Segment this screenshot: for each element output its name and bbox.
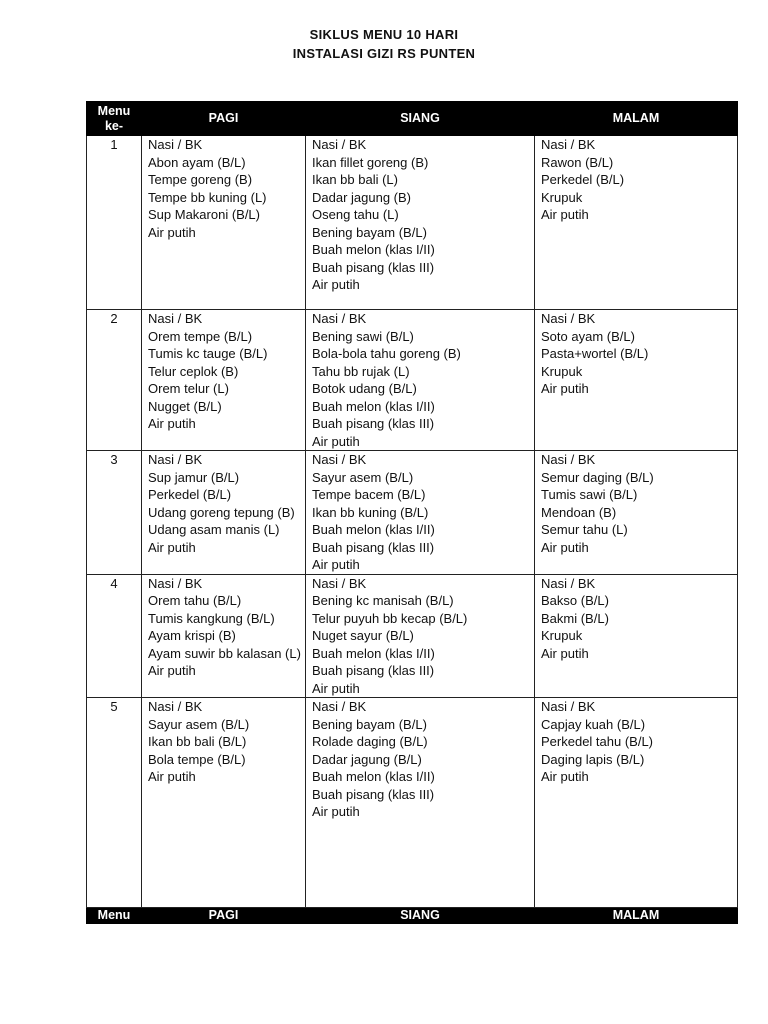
- menu-item: Udang asam manis (L): [148, 522, 280, 537]
- menu-item: Buah melon (klas I/II): [312, 769, 435, 784]
- menu-item-list: [541, 310, 733, 398]
- menu-item: Orem tempe (B/L): [148, 328, 253, 344]
- menu-item: Air putih: [541, 207, 589, 222]
- menu-item-list: [541, 136, 733, 224]
- menu-item: Tempe bb kuning (L): [148, 189, 267, 205]
- menu-item: Perkedel (B/L): [148, 487, 232, 502]
- menu-item: Sayur asem (B/L): [312, 469, 414, 485]
- menu-number: 2: [87, 310, 142, 451]
- menu-item: Air putih: [148, 539, 196, 555]
- malam-cell: [535, 310, 738, 451]
- menu-item: Tumis kc tauge (B/L): [148, 346, 268, 361]
- menu-item: Ayam krispi (B): [148, 628, 236, 643]
- document-subtitle: INSTALASI GIZI RS PUNTEN: [292, 46, 476, 61]
- menu-item: Nasi / BK: [541, 311, 596, 326]
- menu-item: Buah pisang (klas III): [312, 539, 435, 555]
- menu-item: Buah pisang (klas III): [312, 259, 435, 275]
- menu-item: Sayur asem (B/L): [148, 716, 250, 732]
- menu-item: Soto ayam (B/L): [541, 328, 635, 344]
- menu-number: 1: [87, 136, 142, 310]
- menu-item: Air putih: [312, 433, 360, 449]
- menu-item: Air putih: [312, 680, 360, 696]
- menu-item: Rolade daging (B/L): [312, 734, 428, 749]
- menu-item: Krupuk: [541, 363, 583, 379]
- pagi-cell: [142, 136, 306, 310]
- header-siang: SIANG: [306, 102, 535, 136]
- menu-item: Air putih: [312, 557, 360, 572]
- menu-item: Buah melon (klas I/II): [312, 242, 435, 257]
- menu-item: Nasi / BK: [541, 575, 596, 591]
- menu-item: Bening bayam (B/L): [312, 224, 427, 240]
- menu-item-list: [312, 136, 530, 294]
- menu-item-list: [312, 310, 530, 450]
- menu-item: Pasta+wortel (B/L): [541, 346, 649, 361]
- menu-item: Semur daging (B/L): [541, 469, 654, 485]
- menu-item-list: [312, 451, 530, 574]
- menu-item: Air putih: [541, 539, 589, 555]
- menu-item: Nasi / BK: [148, 699, 203, 714]
- menu-item: Sup jamur (B/L): [148, 469, 240, 485]
- menu-item: Nasi / BK: [541, 699, 596, 714]
- menu-item: Air putih: [312, 804, 360, 819]
- menu-item: Botok udang (B/L): [312, 381, 417, 396]
- menu-item: Air putih: [148, 224, 196, 240]
- menu-item: Ikan fillet goreng (B): [312, 154, 429, 170]
- menu-item: Air putih: [541, 645, 589, 661]
- menu-item: Dadar jagung (B/L): [312, 751, 422, 767]
- menu-item: Perkedel tahu (B/L): [541, 734, 654, 749]
- menu-item: Nasi / BK: [148, 311, 203, 326]
- menu-item: Ikan bb bali (B/L): [148, 734, 247, 749]
- siang-cell: [306, 574, 535, 698]
- menu-item: Air putih: [148, 663, 196, 678]
- malam-cell: [535, 698, 738, 908]
- menu-item: Tumis kangkung (B/L): [148, 610, 275, 626]
- menu-item: Nasi / BK: [312, 699, 367, 714]
- siang-cell: [306, 451, 535, 575]
- menu-item: Bening kc manisah (B/L): [312, 593, 454, 608]
- menu-item: Nasi / BK: [148, 137, 203, 152]
- menu-item: Nasi / BK: [541, 137, 596, 152]
- menu-item: Ikan bb kuning (B/L): [312, 504, 429, 520]
- menu-item: Daging lapis (B/L): [541, 751, 645, 767]
- pagi-cell: [142, 574, 306, 698]
- table-row: [87, 698, 738, 908]
- menu-item-list: [312, 575, 530, 698]
- footer-malam: MALAM: [535, 908, 738, 924]
- menu-item: Air putih: [148, 416, 196, 431]
- menu-item: Nugget (B/L): [148, 398, 222, 414]
- malam-cell: [535, 451, 738, 575]
- siang-cell: [306, 310, 535, 451]
- menu-item: Tempe bacem (B/L): [312, 487, 426, 502]
- menu-item-list: [148, 310, 301, 433]
- header-malam: MALAM: [535, 102, 738, 136]
- menu-item: Nasi / BK: [148, 452, 203, 467]
- menu-item: Bening sawi (B/L): [312, 328, 414, 344]
- footer-row: [87, 908, 738, 924]
- menu-item: Tumis sawi (B/L): [541, 487, 638, 502]
- header-row: [87, 102, 738, 136]
- menu-number: 3: [87, 451, 142, 575]
- menu-item: Air putih: [541, 769, 589, 784]
- menu-number: 4: [87, 574, 142, 698]
- menu-item: Nasi / BK: [312, 137, 367, 152]
- menu-item-list: [148, 136, 301, 241]
- menu-item: Oseng tahu (L): [312, 207, 399, 222]
- menu-item: Orem telur (L): [148, 381, 229, 396]
- footer-siang: SIANG: [306, 908, 535, 924]
- menu-item: Mendoan (B): [541, 504, 617, 520]
- menu-item: Udang goreng tepung (B): [148, 504, 295, 520]
- menu-item: Buah melon (klas I/II): [312, 522, 435, 537]
- header-menu: Menu ke-: [87, 102, 142, 136]
- menu-item: Krupuk: [541, 189, 583, 205]
- menu-item: Bola-bola tahu goreng (B): [312, 346, 461, 361]
- menu-item: Nasi / BK: [148, 575, 203, 591]
- menu-item: Bakmi (B/L): [541, 610, 609, 626]
- menu-item: Air putih: [541, 381, 589, 396]
- menu-item: Orem tahu (B/L): [148, 593, 242, 608]
- table-row: [87, 310, 738, 451]
- menu-item: Semur tahu (L): [541, 522, 628, 537]
- menu-item: Nasi / BK: [312, 452, 367, 467]
- menu-item: Nuget sayur (B/L): [312, 628, 414, 643]
- menu-item: Ayam suwir bb kalasan (L): [148, 645, 301, 661]
- menu-item: Buah melon (klas I/II): [312, 645, 435, 661]
- menu-item-list: [541, 575, 733, 663]
- menu-item: Air putih: [312, 277, 360, 292]
- table-row: [87, 136, 738, 310]
- menu-item: Perkedel (B/L): [541, 172, 625, 187]
- footer-menu: Menu: [87, 908, 142, 924]
- menu-item-list: [148, 698, 301, 786]
- menu-item-list: [541, 451, 733, 556]
- menu-item: Tempe goreng (B): [148, 172, 253, 187]
- menu-item-list: [148, 575, 301, 680]
- header-pagi: PAGI: [142, 102, 306, 136]
- menu-item-list: [148, 451, 301, 556]
- menu-item: Telur ceplok (B): [148, 363, 239, 379]
- menu-item: Air putih: [148, 769, 196, 784]
- menu-item: Sup Makaroni (B/L): [148, 207, 260, 222]
- pagi-cell: [142, 698, 306, 908]
- table-row: [87, 451, 738, 575]
- siang-cell: [306, 698, 535, 908]
- menu-number: 5: [87, 698, 142, 908]
- siang-cell: [306, 136, 535, 310]
- pagi-cell: [142, 310, 306, 451]
- menu-item: Telur puyuh bb kecap (B/L): [312, 610, 468, 626]
- menu-item-list: [541, 698, 733, 786]
- menu-item: Abon ayam (B/L): [148, 154, 246, 170]
- menu-item: Nasi / BK: [312, 311, 367, 326]
- menu-item: Krupuk: [541, 628, 583, 643]
- menu-item: Rawon (B/L): [541, 154, 614, 170]
- menu-item: Buah pisang (klas III): [312, 786, 435, 802]
- footer-pagi: PAGI: [142, 908, 306, 924]
- menu-item: Capjay kuah (B/L): [541, 716, 646, 732]
- menu-item: Buah pisang (klas III): [312, 416, 435, 431]
- document-title: SIKLUS MENU 10 HARI: [309, 27, 459, 42]
- menu-item: Bening bayam (B/L): [312, 716, 427, 732]
- menu-item: Bakso (B/L): [541, 593, 609, 608]
- menu-item: Ikan bb bali (L): [312, 172, 398, 187]
- menu-item: Buah melon (klas I/II): [312, 398, 435, 414]
- pagi-cell: [142, 451, 306, 575]
- table-row: [87, 574, 738, 698]
- menu-item-list: [312, 698, 530, 821]
- menu-cycle-table: [86, 101, 738, 924]
- menu-item: Nasi / BK: [541, 452, 596, 467]
- malam-cell: [535, 574, 738, 698]
- malam-cell: [535, 136, 738, 310]
- menu-item: Bola tempe (B/L): [148, 751, 246, 767]
- menu-item: Dadar jagung (B): [312, 189, 411, 205]
- menu-item: Buah pisang (klas III): [312, 663, 435, 678]
- menu-item: Nasi / BK: [312, 575, 367, 591]
- menu-item: Tahu bb rujak (L): [312, 363, 410, 379]
